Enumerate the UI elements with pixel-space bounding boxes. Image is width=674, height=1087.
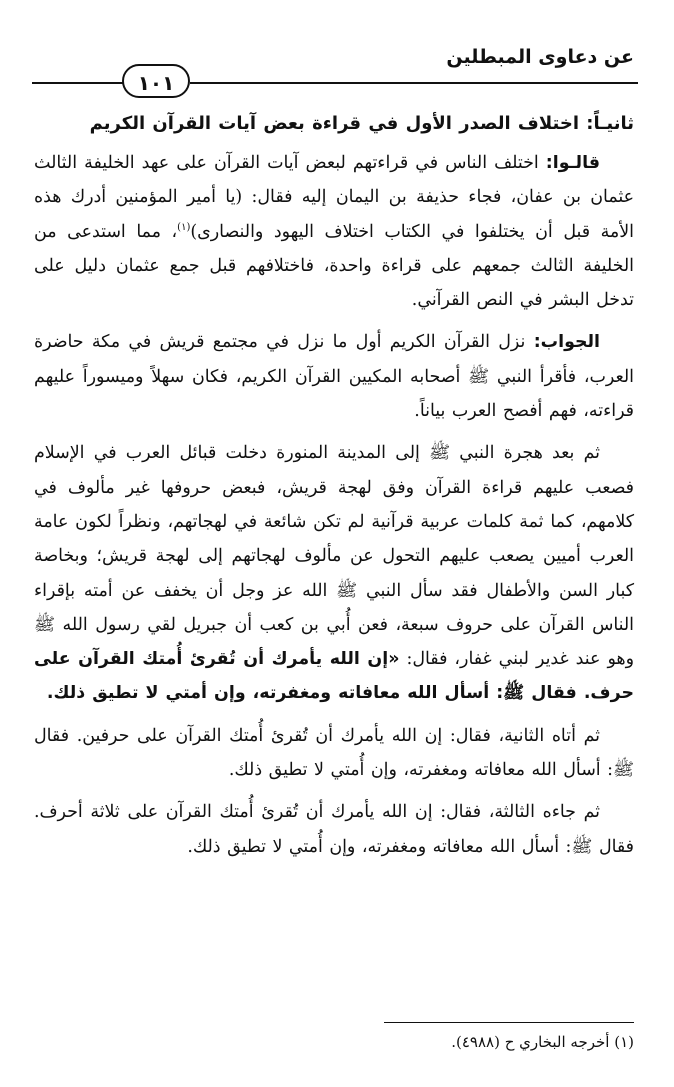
header-rule-left bbox=[32, 82, 124, 84]
claim-label: قالـوا: bbox=[545, 153, 601, 173]
third-visit-paragraph: ثم جاءه الثالثة، فقال: إن الله يأمرك أن تُقرئ أُمتك القرآن على ثلاثة أحرف. فقال ﷺ: أسأل الله معافاته ومغفرته، وإن أُمتي لا تطيق ذلك. bbox=[34, 802, 634, 857]
body-text bbox=[34, 106, 634, 872]
answer-text: نزل القرآن الكريم أول ما نزل في مجتمع قريش في مكة حاضرة العرب، فأقرأ النبي ﷺ أصحابه المكيين القرآن الكريم، فكان سهلاً وميسوراً عليهم قراءته، فهم أفصح العرب بياناً. bbox=[34, 332, 634, 422]
hijra-text: ثم بعد هجرة النبي ﷺ إلى المدينة المنورة دخلت قبائل العرب في الإسلام فصعب عليهم قراءة القرآن وفق لهجة قريش، فبعض حروفها غير مألوف في كلامهم، كما ثمة كلمات عربية قرآنية لم تكن شائعة في لهجاتهم، ونظراً لكون عامة العرب أميين يصعب عليهم التحول عن مألوف لهجاتهم إلى لهجة قريش؛ وبخاصة كبار السن والأطفال فقد سأل النبي ﷺ الله عز وجل أن يخفف عن أمته بإقراء الناس القرآن على حروف سبعة، فعن أُبي بن كعب أن جبريل لقي رسول الله ﷺ وهو عند غدير لبني غفار، فقال: bbox=[34, 443, 634, 670]
running-title: عن دعاوى المبطلين bbox=[446, 46, 634, 68]
hijra-paragraph bbox=[34, 436, 634, 710]
header-rule bbox=[190, 82, 638, 84]
claim-paragraph bbox=[34, 146, 634, 317]
claim-text-continued: ، مما استدعى من الخليفة الثالث جمعهم على قراءة واحدة، فاختلافهم قبل جمع عثمان دليل على تدخل البشر في النص القرآني. bbox=[34, 221, 634, 311]
answer-label: الجواب: bbox=[533, 332, 601, 353]
footnote: (١) أخرجه البخاري ح (٤٩٨٨). bbox=[451, 1033, 634, 1051]
answer-paragraph bbox=[34, 325, 634, 428]
section-heading: ثانيـاً: اختلاف الصدر الأول في قراءة بعض آيات القرآن الكريم bbox=[89, 113, 634, 134]
second-visit-paragraph: ثم أتاه الثانية، فقال: إن الله يأمرك أن تُقرئ أُمتك القرآن على حرفين. فقال ﷺ: أسأل الله معافاته ومغفرته، وإن أُمتي لا تطيق ذلك. bbox=[34, 725, 634, 781]
page-number: ١٠١ bbox=[122, 64, 190, 98]
footnote-reference[interactable]: (١) bbox=[177, 221, 191, 233]
hadith-quote: «إن الله يأمرك أن تُقرئ أُمتك القرآن على حرف. فقال ﷺ: أسأل الله معافاته ومغفرته، وإن أمتي لا تطيق ذلك. bbox=[34, 649, 634, 704]
claim-text: اختلف الناس في قراءتهم لبعض آيات القرآن على عهد الخليفة الثالث عثمان بن عفان، فجاء حذيفة بن اليمان إليه فقال: (يا أمير المؤمنين أدرك هذه الأمة قبل أن يختلفوا في الكتاب اختلاف اليهود والنصارى) bbox=[34, 153, 634, 242]
footnote-divider bbox=[384, 1022, 634, 1023]
